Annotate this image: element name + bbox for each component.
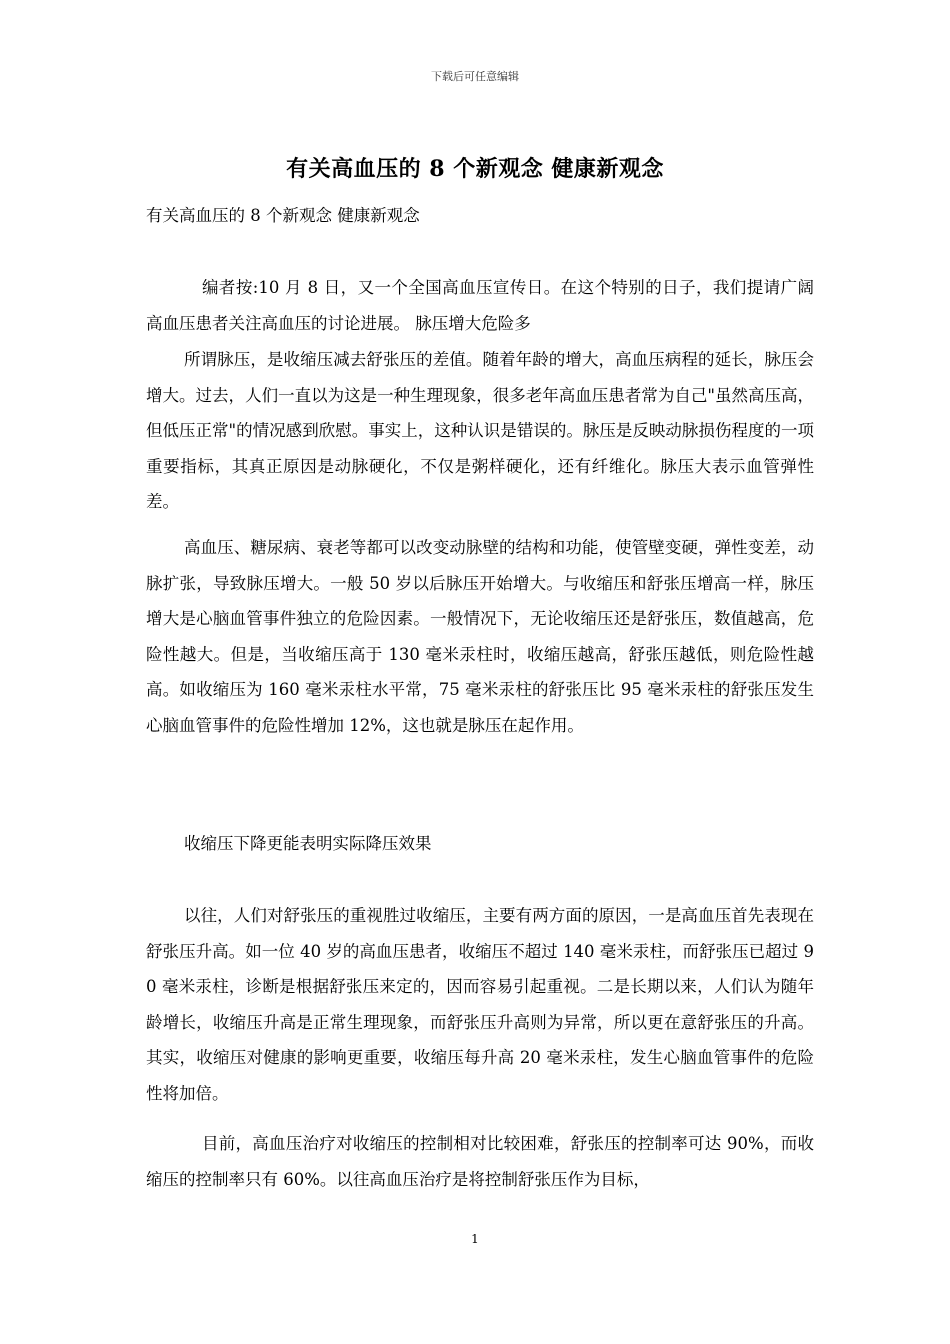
intro-text: 编者按:10 月 8 日，又一个全国高血压宣传日。在这个特别的日子，我们提请广阔高血压患者关注高血压的讨论进展。 脉压增大危险多 [146,278,814,333]
paragraph-diastolic-history [146,898,814,1111]
page-number: 1 [471,1232,479,1246]
section-heading-text: 收缩压下降更能表明实际降压效果 [184,834,432,853]
document-subtitle: 有关高血压的 8 个新观念 健康新观念 [146,206,420,225]
paragraph-4-text: 目前，高血压治疗对收缩压的控制相对比较困难，舒张压的控制率可达 90%，而收缩压的控制率只有 60%。以往高血压治疗是将控制舒张压作为目标， [146,1134,814,1189]
intro-paragraph [146,270,814,341]
section-heading-systolic [146,826,814,862]
paragraph-3-text: 以往，人们对舒张压的重视胜过收缩压，主要有两方面的原因，一是高血压首先表现在舒张压升高。如一位 40 岁的高血压患者，收缩压不超过 140 毫米汞柱，而舒张压已超过 90 毫米汞柱，诊断是根据舒张压来定的，因而容易引起重视。二是长期以来，人们认为随年龄增长，收缩压升高是正常生理现象，而舒张压升高则为异常，所以更在意舒张压的升高。其实，收缩压对健康的影响更重要，收缩压每升高 20 毫米汞柱，发生心脑血管事件的危险性将加倍。 [146,906,814,1103]
paragraph-1-text: 所谓脉压，是收缩压减去舒张压的差值。随着年龄的增大，高血压病程的延长，脉压会增大。过去，人们一直以为这是一种生理现象，很多老年高血压患者常为自己"虽然高压高，但低压正常"的情况感到欣慰。事实上，这种认识是错误的。脉压是反映动脉损伤程度的一项重要指标，其真正原因是动脉硬化，不仅是粥样硬化，还有纤维化。脉压大表示血管弹性差。 [146,350,814,511]
header-note: 下载后可任意编辑 [431,70,519,83]
paragraph-2-text: 高血压、糖尿病、衰老等都可以改变动脉壁的结构和功能，使管壁变硬，弹性变差，动脉扩张，导致脉压增大。一般 50 岁以后脉压开始增大。与收缩压和舒张压增高一样，脉压增大是心脑血管事件独立的危险因素。一般情况下，无论收缩压还是舒张压，数值越高，危险性越大。但是，当收缩压高于 130 毫米汞柱时，收缩压越高，舒张压越低，则危险性越高。如收缩压为 160 毫米汞柱水平常，75 毫米汞柱的舒张压比 95 毫米汞柱的舒张压发生心脑血管事件的危险性增加 12%，这也就是脉压在起作用。 [146,538,814,735]
paragraph-arterial-change [146,530,814,743]
paragraph-control-rate [146,1126,814,1197]
document-title: 有关高血压的 8 个新观念 健康新观念 [286,156,664,182]
paragraph-pulse-pressure [146,342,814,520]
